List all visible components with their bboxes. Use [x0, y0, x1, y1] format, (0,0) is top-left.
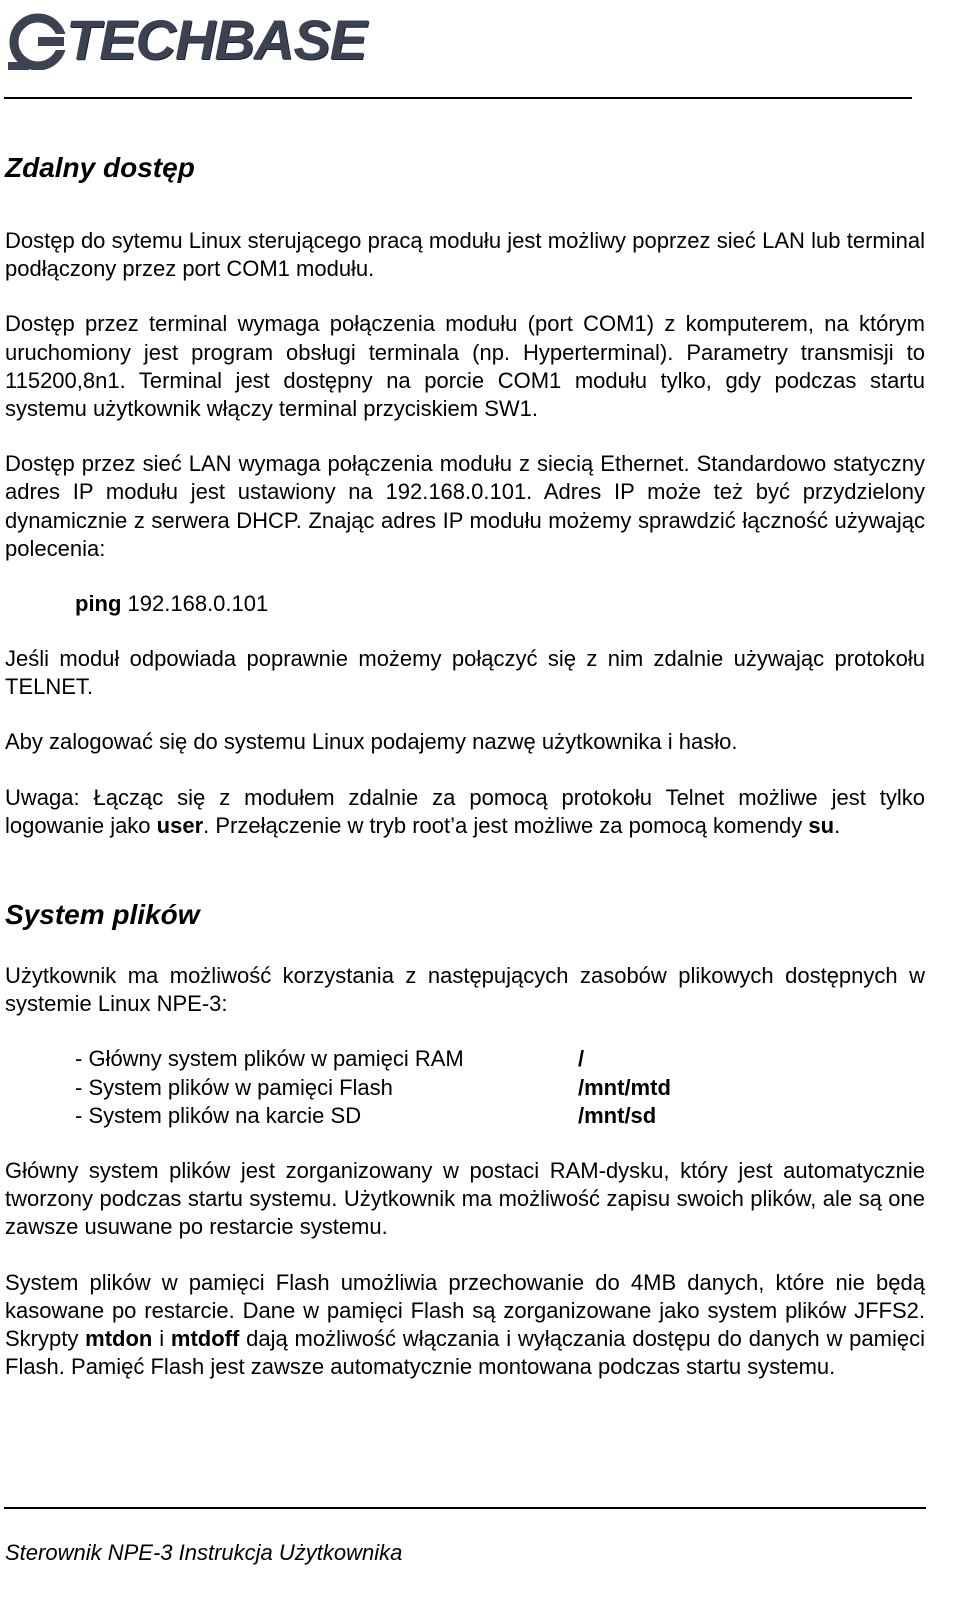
su-keyword: su — [808, 812, 835, 838]
note-text: . Przełączenie w tryb root’a jest możliwe za pomocą komendy — [203, 812, 809, 838]
paragraph: Jeśli moduł odpowiada poprawnie możemy połączyć się z nim zdalnie używając protokołu TELNET. — [5, 646, 925, 700]
footer-divider — [4, 1507, 926, 1509]
paragraph: Dostęp do sytemu Linux sterującego pracą modułu jest możliwy poprzez sieć LAN lub terminal podłączony przez port COM1 modułu. — [5, 228, 925, 282]
paragraph: Dostęp przez terminal wymaga połączenia modułu (port COM1) z komputerem, na którym uruchomiony jest program obsługi terminala (np. Hyperterminal). Parametry transmisji to 115200,8n1. Terminal jest dostępny na porcie COM1 modułu tylko, gdy podczas startu systemu użytkownik włączy terminal przyciskiem SW1. — [5, 311, 925, 422]
command-keyword: ping — [75, 591, 122, 617]
section-title-remote-access: Zdalny dostęp — [5, 152, 195, 183]
note-text: Uwaga: Łącząc się z modułem zdalnie za pomocą protokołu Telnet możliwe jest tylko logowanie jako — [5, 784, 925, 838]
list-item — [75, 1074, 925, 1102]
filesystem-description: - System plików na karcie SD — [75, 1102, 362, 1128]
logo-wordmark: TECHBASE — [66, 8, 367, 71]
filesystem-list — [75, 1045, 925, 1130]
header-divider — [4, 97, 912, 99]
paragraph-text: i — [152, 1326, 171, 1352]
footer-title: Sterownik NPE-3 Instrukcja Użytkownika — [5, 1540, 403, 1565]
filesystem-path: / — [578, 1046, 585, 1072]
paragraph: Dostęp przez sieć LAN wymaga połączenia modułu z siecią Ethernet. Standardowo statyczny adres IP modułu jest ustawiony na 192.168.0.101. Adres IP może też być przydzielony dynamicznie z serwera DHCP. Znając adres IP modułu możemy sprawdzić łączność używając polecenia: — [5, 451, 925, 561]
paragraph-text: System plików w pamięci Flash umożliwia przechowanie do 4MB danych, które nie będą kasowane po restarcie. Dane w pamięci Flash są zorganizowane jako system plików JFFS2. Skrypty — [5, 1269, 925, 1352]
paragraph: Użytkownik ma możliwość korzystania z następujących zasobów plikowych dostępnych w systemie Linux NPE-3: — [5, 963, 925, 1017]
note-paragraph — [5, 784, 925, 840]
command-argument: 192.168.0.101 — [121, 591, 269, 617]
filesystem-path: /mnt/mtd — [578, 1074, 671, 1100]
paragraph-text: dają możliwość włączania i wyłączania dostępu do danych w pamięci Flash. Pamięć Flash jest zawsze automatycznie montowana podczas startu systemu. — [5, 1326, 925, 1380]
filesystem-path: /mnt/sd — [578, 1102, 657, 1128]
document-body — [5, 150, 925, 1381]
paragraph: Główny system plików jest zorganizowany w postaci RAM-dysku, który jest automatycznie tworzony podczas startu systemu. Użytkownik ma możliwość zapisu swoich plików, ale są one zawsze usuwane po restarcie systemu. — [5, 1158, 925, 1240]
mtdon-keyword: mtdon — [85, 1326, 153, 1352]
paragraph — [5, 1269, 925, 1382]
mtdoff-keyword: mtdoff — [170, 1326, 240, 1352]
note-text: . — [834, 812, 841, 838]
paragraph: Aby zalogować się do systemu Linux podajemy nazwę użytkownika i hasło. — [5, 729, 738, 755]
techbase-logo — [8, 6, 398, 74]
user-keyword: user — [156, 812, 204, 838]
section-title-file-system: System plików — [5, 899, 200, 931]
filesystem-description: - System plików w pamięci Flash — [75, 1074, 393, 1100]
filesystem-description: - Główny system plików w pamięci RAM — [75, 1046, 464, 1072]
command-example — [75, 590, 925, 618]
list-item — [75, 1102, 925, 1130]
techbase-emblem-icon — [8, 12, 66, 70]
list-item — [75, 1045, 925, 1073]
